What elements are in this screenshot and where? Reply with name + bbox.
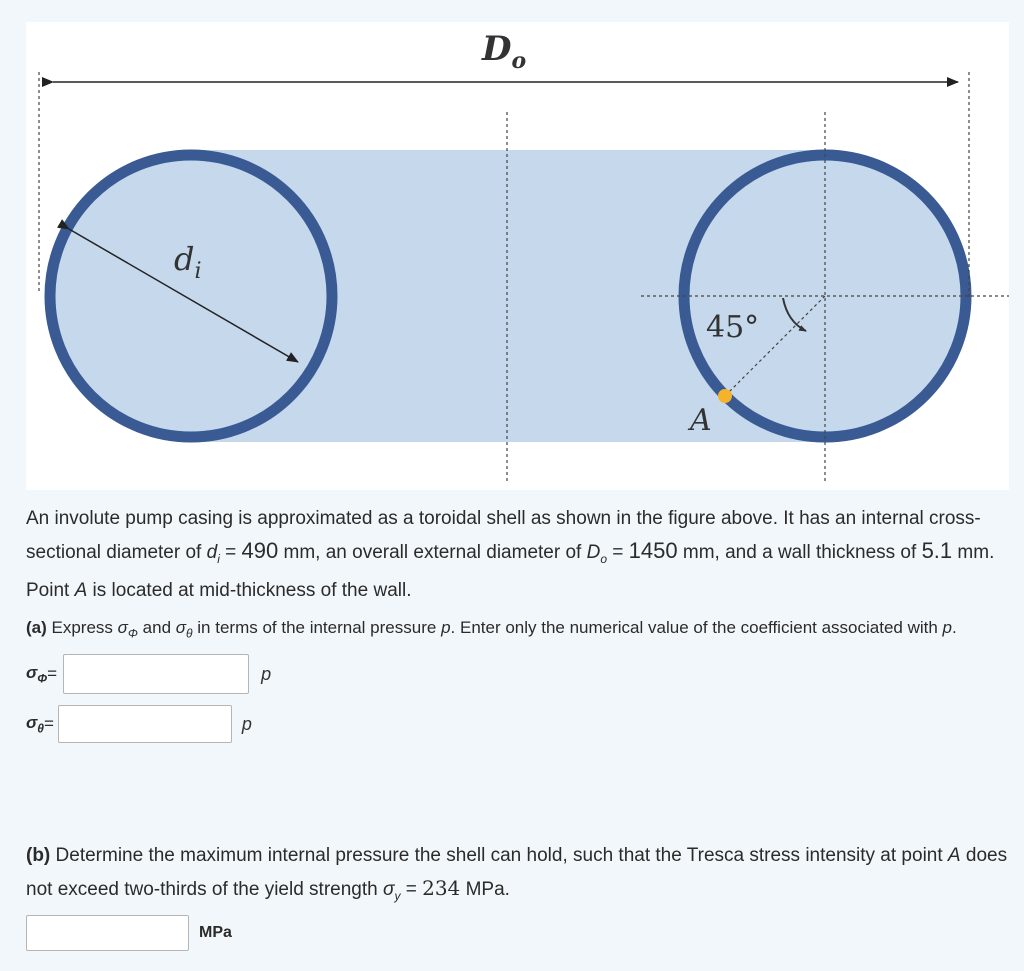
sigma-y-symbol: σ — [382, 879, 395, 900]
part-a-text: . Enter only the numerical value of the coefficient associated with — [450, 618, 943, 637]
point-A-ref: A — [74, 579, 88, 601]
equals-sign: = — [43, 714, 54, 733]
part-a-prompt — [26, 616, 1016, 645]
sigma-theta-label: $\sigma_\theta$ — [26, 712, 44, 736]
equals-sign: = — [400, 879, 423, 900]
part-a-label: (a) — [26, 618, 47, 637]
part-b-prompt — [26, 840, 1011, 912]
sigma-theta-row — [26, 705, 252, 743]
y-subscript: y — [394, 888, 401, 903]
di-subscript: i — [217, 551, 220, 566]
di-label: $d_i$ — [174, 240, 202, 284]
part-b-text: Determine the maximum internal pressure the shell can hold, such that the Tresca stress intensity at point — [50, 845, 948, 866]
point-A-label: A — [690, 403, 712, 438]
point-A-marker — [718, 389, 732, 403]
Do-symbol: D — [586, 542, 601, 563]
sigma-theta-unit: p — [241, 713, 252, 734]
sigma-phi-input[interactable] — [63, 654, 249, 694]
di-unit-text: mm, an overall external diameter of — [278, 542, 587, 563]
di-symbol: d — [206, 542, 218, 563]
part-a-text: in terms of the internal pressure — [192, 618, 442, 637]
pressure-symbol: p — [441, 618, 451, 637]
Do-unit-text: mm, and a wall thickness of — [677, 542, 922, 563]
yield-strength-unit: MPa. — [460, 879, 510, 900]
pressure-answer-row — [26, 915, 232, 951]
description-tail: is located at mid-thickness of the wall. — [87, 579, 412, 601]
Do-label: $D_o$ — [482, 29, 527, 74]
max-pressure-unit: MPa — [199, 924, 232, 941]
sigma-phi-symbol: σ — [117, 618, 128, 637]
point-A-ref: A — [947, 845, 961, 866]
part-a-text: . — [952, 618, 957, 637]
theta-subscript: θ — [186, 626, 193, 641]
equals-sign: = — [607, 542, 629, 563]
Do-subscript: o — [600, 551, 608, 566]
sigma-phi-row — [26, 654, 271, 694]
pressure-symbol: p — [942, 618, 953, 637]
sigma-phi-label: $\sigma_\Phi$ — [26, 662, 48, 686]
figure-canvas — [26, 22, 1009, 490]
problem-description — [26, 503, 1011, 607]
toroidal-shell-figure — [26, 22, 1009, 490]
di-value: 490 — [241, 538, 279, 563]
intro-text: An involute pump casing is approximated as a toroidal shell as shown in the figure above. It has an internal cross-sectional diameter of — [26, 508, 981, 563]
yield-strength-value: 234 — [422, 876, 461, 900]
part-a-text: and — [137, 618, 176, 637]
thickness-value: 5.1 — [921, 538, 953, 563]
equals-sign: = — [47, 664, 58, 683]
sigma-phi-unit: p — [261, 663, 272, 684]
part-b-label: (b) — [26, 845, 51, 866]
phi-subscript: Φ — [127, 626, 138, 641]
sigma-theta-symbol: σ — [175, 618, 187, 637]
angle-label: 45° — [706, 310, 760, 345]
part-a-text: Express — [46, 618, 118, 637]
sigma-theta-input[interactable] — [58, 705, 232, 743]
part-b-text: does not exceed two-thirds of the yield strength — [26, 845, 1008, 900]
thickness-unit-text: mm. Point — [26, 542, 995, 601]
left-cross-section — [50, 155, 332, 437]
max-pressure-input[interactable] — [26, 915, 189, 951]
equals-sign: = — [219, 542, 242, 563]
Do-value: 1450 — [628, 538, 678, 563]
